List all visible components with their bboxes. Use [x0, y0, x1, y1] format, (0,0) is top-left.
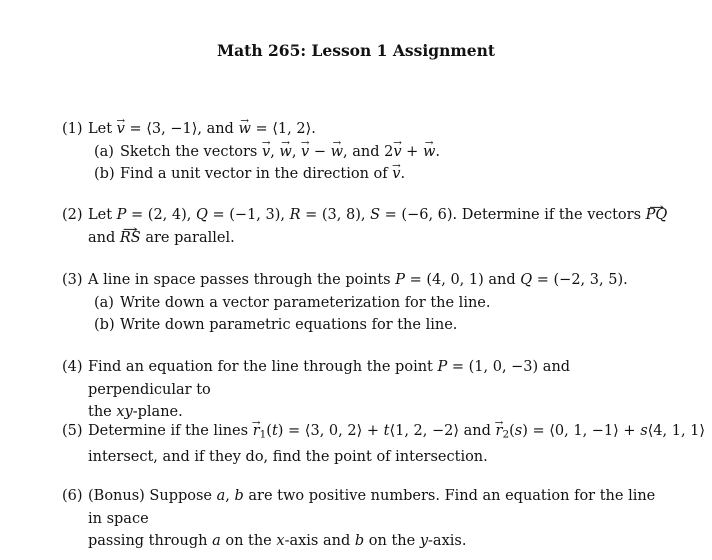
problem-1-part-b: (b) Find a unit vector in the direction of → v.	[94, 163, 672, 186]
problem-3-text: A line in space passes through the points P = (4, 0, 1) and Q = (−2, 3, 5).	[88, 272, 628, 288]
problem-6	[62, 485, 672, 553]
problem-2-text: Let P = (2, 4), Q = (−1, 3), R = (3, 8), S = (−6, 6). Determine if the vectors → PQ and → RS are parallel.	[88, 204, 672, 249]
part-text: Write down a vector parameterization for the line.	[120, 294, 491, 311]
problem-3-part-a	[94, 292, 672, 315]
problem-number: (6)	[62, 488, 83, 504]
part-label: (b)	[94, 317, 115, 333]
problem-1-text: Let → v = ⟨3, −1⟩, and → w = ⟨1, 2⟩.	[88, 118, 672, 141]
problem-number: (3)	[62, 272, 83, 288]
problem-2	[62, 204, 672, 249]
problem-4	[62, 356, 672, 424]
problem-5	[62, 420, 706, 469]
problem-4-text: Find an equation for the line through the point P = (1, 0, −3) and perpendicular to the xy-plane.	[88, 359, 571, 420]
problem-5-text: Determine if the lines → r1(t) = ⟨3, 0, 2⟩ + t⟨1, 2, −2⟩ and → r2(s) = ⟨0, 1, −1⟩ + s⟨4, 1, 1⟩ intersect, and if they do, find the point of intersection.	[88, 420, 672, 469]
problem-6-text: (Bonus) Suppose a, b are two positive numbers. Find an equation for the line in space passing through a on the x-axis and b on the y-axis.	[88, 488, 656, 549]
problem-number: (4)	[62, 359, 83, 375]
problem-1-part-a: (a) Sketch the vectors → v, → w, → v − → w, and 2→ v + → w.	[94, 141, 672, 164]
part-label: (a)	[94, 294, 114, 311]
problem-number: (1)	[62, 121, 83, 137]
problem-number: (2)	[62, 207, 83, 223]
problem-3-part-b	[94, 314, 672, 337]
problem-number: (5)	[62, 423, 83, 439]
page-title: Math 265: Lesson 1 Assignment	[216, 41, 496, 60]
part-label: (b)	[94, 166, 115, 182]
problem-3	[62, 269, 672, 337]
part-label: (a)	[94, 143, 114, 160]
part-text: Write down parametric equations for the line.	[120, 317, 458, 333]
problem-1	[62, 118, 672, 186]
